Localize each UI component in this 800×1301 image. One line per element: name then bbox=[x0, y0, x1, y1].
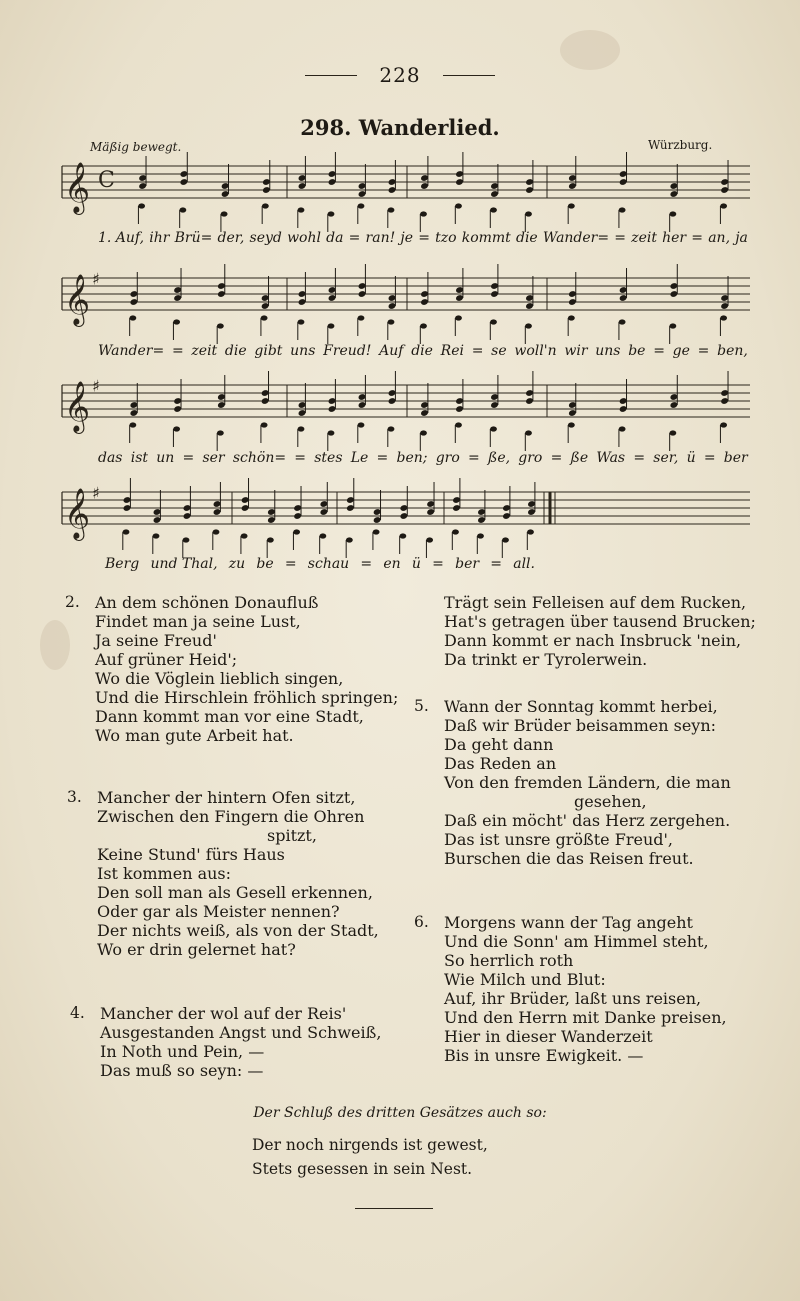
verse-line: Da trinkt er Tyrolerwein. bbox=[444, 650, 648, 669]
note-head bbox=[420, 430, 427, 435]
note-head bbox=[328, 323, 335, 328]
coda-verse bbox=[252, 1133, 488, 1181]
lyric-syllable: uns bbox=[595, 343, 621, 359]
verse-line: Daß ein möcht' das Herz zergehen. bbox=[444, 811, 731, 830]
lyric-syllable: schön= bbox=[232, 450, 287, 466]
verse-3 bbox=[67, 788, 379, 959]
lyric-syllable: Auf bbox=[379, 343, 404, 359]
note-head bbox=[129, 315, 136, 320]
note-head bbox=[490, 207, 497, 212]
treble-clef-icon: 𝄞 bbox=[64, 162, 91, 213]
note-head bbox=[217, 323, 224, 328]
note-head bbox=[568, 315, 575, 320]
lyric-syllable: das bbox=[98, 450, 123, 466]
lyric-syllable: an, bbox=[708, 230, 731, 246]
verse-line: Bis in unsre Ewigkeit. — bbox=[444, 1046, 644, 1065]
verse-4-end bbox=[444, 593, 756, 669]
verse-line: Und die Hirschlein fröhlich springen; bbox=[95, 688, 399, 707]
lyric-syllable: = bbox=[550, 450, 563, 466]
key-sharp-icon: ♯ bbox=[92, 269, 100, 289]
note-head bbox=[525, 211, 532, 216]
verse-line: Auf grüner Heid'; bbox=[95, 650, 238, 669]
lyric-syllable: = bbox=[653, 343, 665, 359]
note-head bbox=[388, 207, 395, 212]
note-head bbox=[241, 533, 248, 538]
lyric-syllable: be bbox=[628, 343, 646, 359]
lyric-line-1 bbox=[98, 230, 748, 246]
note-head bbox=[261, 315, 268, 320]
music-staff-3 bbox=[62, 376, 750, 432]
lyric-syllable: die bbox=[224, 343, 247, 359]
lyric-syllable: Freud! bbox=[323, 343, 372, 359]
lyric-line-2 bbox=[98, 343, 748, 359]
note-head bbox=[420, 323, 427, 328]
lyric-syllable: gibt bbox=[254, 343, 283, 359]
page-header bbox=[0, 60, 800, 90]
note-head bbox=[217, 430, 224, 435]
note-head bbox=[455, 422, 462, 427]
verse-number: 3. bbox=[67, 788, 82, 806]
note-head bbox=[138, 203, 145, 208]
note-head bbox=[399, 533, 406, 538]
note-head bbox=[669, 430, 676, 435]
treble-clef-icon: 𝄞 bbox=[64, 381, 91, 432]
verse-line: Burschen die das Reisen freut. bbox=[444, 849, 694, 868]
note-head bbox=[388, 426, 395, 431]
lyric-syllable: stes bbox=[314, 450, 343, 466]
lyric-syllable: ü bbox=[686, 450, 696, 466]
verse-line: Hat's getragen über tausend Brucken; bbox=[444, 612, 756, 631]
note-head bbox=[455, 203, 462, 208]
note-head bbox=[720, 422, 727, 427]
note-head bbox=[328, 430, 335, 435]
coda-line: Der noch nirgends ist gewest, bbox=[252, 1136, 488, 1154]
lyric-syllable: en bbox=[383, 556, 401, 572]
lyric-syllable: Wander= bbox=[542, 230, 610, 246]
verse-line: Dann kommt er nach Insbruck 'nein, bbox=[444, 631, 742, 650]
note-head bbox=[720, 315, 727, 320]
lyric-syllable: all. bbox=[513, 556, 535, 572]
song-title: 298. Wanderlied. bbox=[300, 115, 500, 140]
verse-line: Ja seine Freud' bbox=[95, 631, 217, 650]
lyric-syllable: der, bbox=[217, 230, 245, 246]
verse-line: Das Reden an bbox=[444, 754, 557, 773]
verse-2 bbox=[65, 593, 399, 745]
lyric-syllable: = bbox=[182, 450, 195, 466]
verse-line: Hier in dieser Wanderzeit bbox=[444, 1027, 653, 1046]
note-head bbox=[568, 422, 575, 427]
verse-line: Das ist unsre größte Freud', bbox=[444, 830, 673, 849]
lyric-syllable: wir bbox=[564, 343, 588, 359]
verse-line: So herrlich roth bbox=[444, 951, 574, 970]
verse-line: Morgens wann der Tag angeht bbox=[444, 913, 693, 932]
note-head bbox=[123, 529, 130, 534]
lyric-syllable: = bbox=[348, 230, 361, 246]
note-head bbox=[358, 422, 365, 427]
note-head bbox=[669, 211, 676, 216]
lyric-syllable: ser bbox=[202, 450, 225, 466]
lyric-syllable: ist bbox=[130, 450, 149, 466]
lyric-syllable: = bbox=[691, 230, 704, 246]
note-head bbox=[388, 319, 395, 324]
verse-line: Findet man ja seine Lust, bbox=[95, 612, 301, 631]
lyric-syllable: uns bbox=[290, 343, 316, 359]
note-head bbox=[298, 207, 305, 212]
lyric-syllable: gro bbox=[518, 450, 543, 466]
note-head bbox=[358, 315, 365, 320]
tempo-marking: Mäßig bewegt. bbox=[90, 140, 182, 154]
verse-line: Auf, ihr Brüder, laßt uns reisen, bbox=[444, 989, 702, 1008]
lyric-syllable: = bbox=[360, 556, 373, 572]
lyric-syllable: her bbox=[662, 230, 687, 246]
note-head bbox=[525, 430, 532, 435]
note-head bbox=[502, 537, 509, 542]
lyric-syllable: un bbox=[156, 450, 175, 466]
note-head bbox=[267, 537, 274, 542]
lyric-syllable: die bbox=[411, 343, 433, 359]
verse-line: Wie Milch und Blut: bbox=[444, 970, 606, 989]
verse-line: Ausgestanden Angst und Schweiß, bbox=[100, 1023, 382, 1042]
note-head bbox=[173, 426, 180, 431]
lyric-syllable: ben; bbox=[396, 450, 428, 466]
note-head bbox=[420, 211, 427, 216]
lyric-syllable: = bbox=[468, 450, 480, 466]
lyric-syllable: ße bbox=[570, 450, 589, 466]
verse-6 bbox=[414, 913, 727, 1065]
verse-line: Wann der Sonntag kommt herbei, bbox=[444, 697, 718, 716]
note-head bbox=[568, 203, 575, 208]
lyric-syllable: = bbox=[490, 556, 503, 572]
note-head bbox=[373, 529, 380, 534]
note-head bbox=[213, 529, 220, 534]
note-head bbox=[298, 319, 305, 324]
lyric-line-3 bbox=[98, 450, 748, 466]
lyric-syllable: = bbox=[284, 556, 297, 572]
lyric-syllable: Berg bbox=[105, 556, 140, 572]
lyric-syllable: seyd bbox=[249, 230, 282, 246]
treble-clef-icon: 𝄞 bbox=[64, 488, 91, 539]
lyric-syllable: Rei bbox=[440, 343, 464, 359]
note-head bbox=[720, 203, 727, 208]
verse-number: 4. bbox=[70, 1004, 85, 1022]
verse-line: Dann kommt man vor eine Stadt, bbox=[95, 707, 364, 726]
verse-line: spitzt, bbox=[267, 826, 317, 845]
lyric-syllable: und Thal, bbox=[150, 556, 218, 572]
verse-line: Zwischen den Fingern die Ohren bbox=[97, 807, 365, 826]
lyric-syllable: ü bbox=[411, 556, 421, 572]
note-head bbox=[525, 323, 532, 328]
verse-number: 5. bbox=[414, 697, 429, 715]
header-rule-left bbox=[305, 75, 357, 76]
lyric-syllable: je bbox=[400, 230, 414, 246]
treble-clef-icon: 𝄞 bbox=[64, 274, 91, 325]
music-staff-2 bbox=[62, 269, 750, 325]
verse-line: Ist kommen aus: bbox=[97, 864, 232, 883]
verse-line: Der nichts weiß, als von der Stadt, bbox=[97, 921, 379, 940]
note-head bbox=[153, 533, 160, 538]
verse-5 bbox=[414, 697, 731, 868]
note-head bbox=[358, 203, 365, 208]
lyric-syllable: Was bbox=[596, 450, 626, 466]
lyric-syllable: schau bbox=[307, 556, 350, 572]
verse-line: Mancher der wol auf der Reis' bbox=[100, 1004, 347, 1023]
lyric-syllable: = bbox=[418, 230, 430, 246]
key-sharp-icon: ♯ bbox=[92, 483, 100, 503]
lyric-syllable: ber bbox=[723, 450, 748, 466]
verse-line: Daß wir Brüder beisammen seyn: bbox=[444, 716, 717, 735]
note-head bbox=[293, 529, 300, 534]
note-head bbox=[328, 211, 335, 216]
lyric-syllable: Le bbox=[350, 450, 369, 466]
lyric-syllable: die bbox=[515, 230, 538, 246]
verse-line: Wo die Vöglein lieblich singen, bbox=[95, 669, 344, 688]
verse-number: 2. bbox=[65, 593, 80, 611]
lyric-syllable: Wander= bbox=[98, 343, 165, 359]
verse-number: 6. bbox=[414, 913, 429, 931]
note-head bbox=[490, 319, 497, 324]
verse-line: Oder gar als Meister nennen? bbox=[97, 902, 340, 921]
verse-line: Keine Stund' fürs Haus bbox=[97, 845, 285, 864]
lyric-syllable: ser, bbox=[653, 450, 679, 466]
song-origin: Würzburg. bbox=[648, 138, 713, 152]
note-head bbox=[179, 207, 186, 212]
lyric-syllable: 1. Auf, bbox=[98, 230, 145, 246]
lyric-syllable: ße, bbox=[487, 450, 511, 466]
coda-intro: Der Schluß des dritten Gesätzes auch so: bbox=[253, 1105, 547, 1121]
bottom-rule bbox=[355, 1208, 433, 1209]
lyric-syllable: ja bbox=[735, 230, 748, 246]
note-head bbox=[455, 315, 462, 320]
lyric-syllable: = bbox=[614, 230, 627, 246]
lyric-syllable: = bbox=[294, 450, 307, 466]
lyric-syllable: zeit bbox=[631, 230, 657, 246]
note-head bbox=[527, 529, 534, 534]
note-head bbox=[261, 422, 268, 427]
verse-line: Und die Sonn' am Himmel steht, bbox=[444, 932, 709, 951]
lyric-syllable: zeit bbox=[191, 343, 218, 359]
note-head bbox=[346, 537, 353, 542]
lyric-syllable: da bbox=[326, 230, 344, 246]
note-head bbox=[619, 319, 626, 324]
note-head bbox=[490, 426, 497, 431]
verse-line: Den soll man als Gesell erkennen, bbox=[97, 883, 373, 902]
verse-line: Da geht dann bbox=[444, 735, 554, 754]
note-head bbox=[619, 207, 626, 212]
verse-line: In Noth und Pein, — bbox=[100, 1042, 265, 1061]
time-signature-icon: C bbox=[98, 167, 115, 193]
lyric-syllable: = bbox=[171, 343, 184, 359]
lyric-syllable: = bbox=[376, 450, 389, 466]
lyric-syllable: be bbox=[256, 556, 274, 572]
lyric-syllable: ran! bbox=[365, 230, 396, 246]
lyric-syllable: = bbox=[697, 343, 710, 359]
music-staff-4 bbox=[62, 483, 750, 539]
lyric-syllable: = bbox=[633, 450, 646, 466]
verse-line: gesehen, bbox=[574, 792, 647, 811]
note-head bbox=[669, 323, 676, 328]
lyric-syllable: kommt bbox=[461, 230, 511, 246]
lyric-syllable: wohl bbox=[287, 230, 321, 246]
paper-stain bbox=[40, 620, 70, 670]
lyric-syllable: = bbox=[432, 556, 444, 572]
lyric-syllable: Brü= bbox=[174, 230, 213, 246]
note-head bbox=[221, 211, 228, 216]
verse-line: Wo man gute Arbeit hat. bbox=[95, 726, 294, 745]
lyric-syllable: zu bbox=[228, 556, 246, 572]
lyric-syllable: ber bbox=[455, 556, 480, 572]
header-rule-right bbox=[443, 75, 495, 76]
lyric-syllable: = bbox=[471, 343, 484, 359]
page-number: 228 bbox=[379, 63, 421, 87]
verse-line: Und den Herrn mit Danke preisen, bbox=[444, 1008, 727, 1027]
verse-line: Von den fremden Ländern, die man bbox=[444, 773, 731, 792]
coda-line: Stets gesessen in sein Nest. bbox=[252, 1160, 473, 1178]
note-head bbox=[298, 426, 305, 431]
note-head bbox=[619, 426, 626, 431]
note-head bbox=[319, 533, 326, 538]
note-head bbox=[262, 203, 269, 208]
note-head bbox=[183, 537, 190, 542]
music-staff-1 bbox=[62, 160, 750, 213]
note-head bbox=[452, 529, 459, 534]
lyric-syllable: ben, bbox=[717, 343, 748, 359]
note-head bbox=[426, 537, 433, 542]
verse-line: Das muß so seyn: — bbox=[100, 1061, 264, 1080]
key-sharp-icon: ♯ bbox=[92, 376, 100, 396]
verse-line: An dem schönen Donaufluß bbox=[95, 593, 319, 612]
note-head bbox=[477, 533, 484, 538]
lyric-syllable: gro bbox=[435, 450, 460, 466]
lyric-syllable: woll'n bbox=[514, 343, 557, 359]
lyric-syllable: se bbox=[491, 343, 507, 359]
lyric-syllable: ge bbox=[672, 343, 690, 359]
verse-4-start bbox=[70, 1004, 382, 1080]
lyric-line-4 bbox=[105, 556, 535, 572]
lyric-syllable: ihr bbox=[149, 230, 170, 246]
lyric-syllable: tzo bbox=[435, 230, 457, 246]
verse-line: Mancher der hintern Ofen sitzt, bbox=[97, 788, 356, 807]
note-head bbox=[173, 319, 180, 324]
lyric-syllable: = bbox=[703, 450, 716, 466]
verse-line: Wo er drin gelernet hat? bbox=[97, 940, 296, 959]
verse-line: Trägt sein Felleisen auf dem Rucken, bbox=[444, 593, 747, 612]
note-head bbox=[129, 422, 136, 427]
